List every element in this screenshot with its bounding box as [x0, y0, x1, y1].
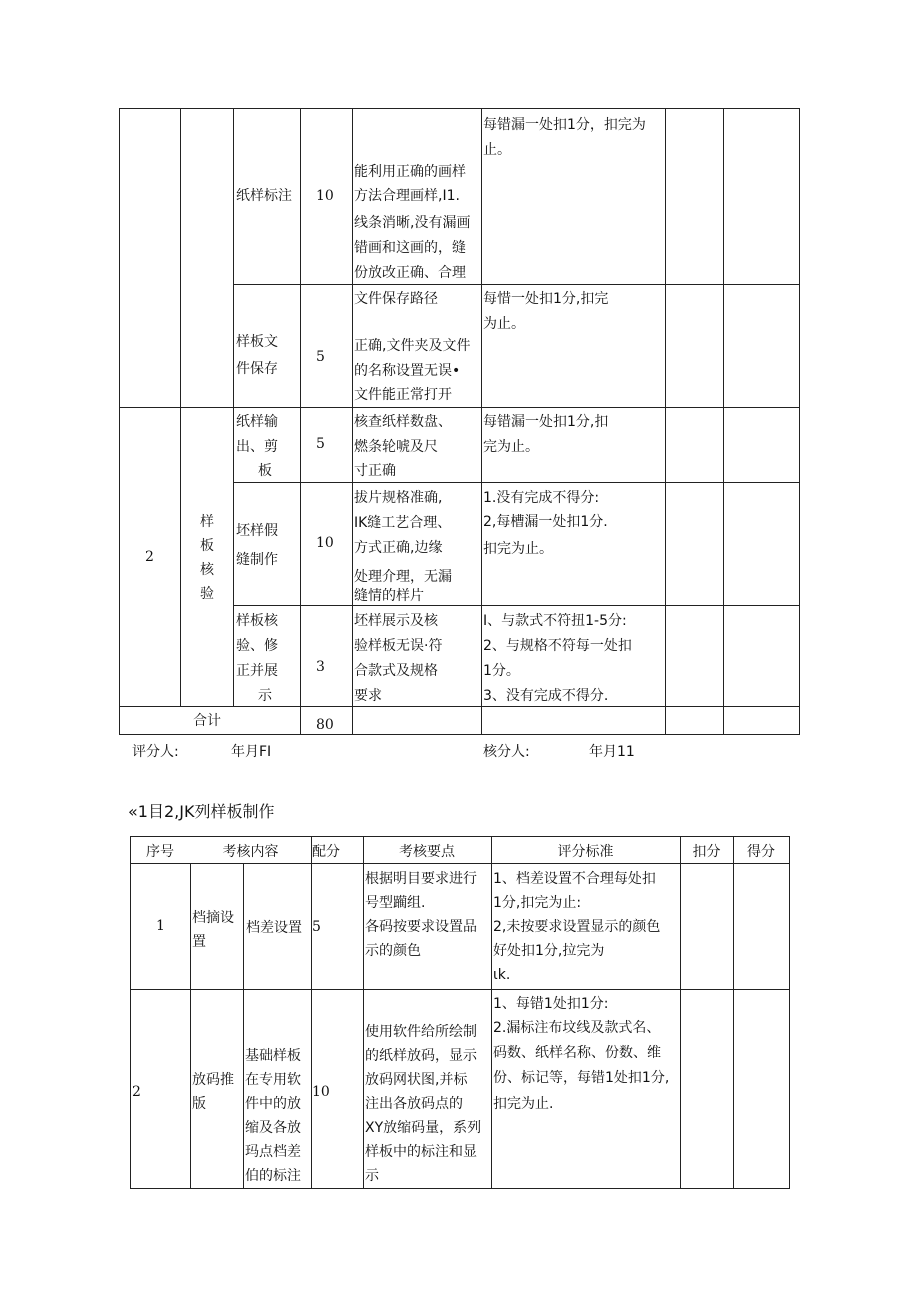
table2-row1-category: 置: [192, 934, 206, 950]
table1-row5-item: 验、修: [236, 638, 278, 654]
table1-row1-criteria: 每错漏一处扣1分，扣完为: [483, 117, 646, 133]
table2-row1-criteria: 1分,扣完为止:: [493, 895, 582, 911]
table2-row1-point: 根据明目要求进行: [365, 871, 477, 887]
table1-row5-point: 要求: [354, 688, 382, 704]
table2-row1-number: 1: [156, 918, 165, 934]
table1-row4-item: 缝制作: [236, 552, 278, 568]
table1-row3-point: 寸正确: [354, 463, 396, 479]
checker-label: 核分人:: [483, 744, 530, 760]
header-criteria: 评分标准: [557, 844, 614, 860]
table1-row3-item: 纸样输: [236, 414, 278, 430]
header-score: 配分: [312, 844, 340, 860]
table2-row2-point: XY放缩码量，系列: [365, 1120, 482, 1136]
table2-row2-item: 伯的标注: [245, 1168, 301, 1184]
table1-row1-criteria: 止。: [483, 142, 511, 158]
table1-row5-point: 合款式及规格: [354, 663, 438, 679]
table1-row3-item: 出、剪: [236, 439, 278, 455]
table2-row2-category: 版: [192, 1096, 206, 1112]
table1-row1-item: 纸样标注: [236, 188, 292, 204]
table1-row1-point: 能利用正确的画样: [354, 164, 466, 180]
table2-row1-criteria: 好处扣1分,拉完为: [493, 943, 605, 959]
table1-row2-point-top: 文件保存路径: [354, 291, 438, 307]
table1-row3-criteria: 每错漏一处扣1分,扣: [483, 414, 609, 430]
table1-section2-number: 2: [145, 549, 154, 565]
table2-row1-item: 档差设置: [246, 920, 302, 936]
table2-row2-criteria: 份、标记等，每错1处扣1分,: [493, 1070, 670, 1086]
header-number: 序号: [146, 844, 174, 860]
table1-row3-point: 燃条轮唬及尺: [354, 439, 438, 455]
table1-row1-point: 错画和这画的，缝: [354, 240, 466, 256]
table1-row4-item: 坯样假: [236, 523, 278, 539]
table1-row4-point: 处理介理，无漏: [354, 569, 452, 585]
table1-row4-point: 方式正确,边缘: [354, 540, 443, 556]
header-earned: 得分: [747, 844, 775, 860]
table1-row4-point: 拔片规格准确,: [354, 490, 443, 506]
table2-row1-criteria: 2,未按要求设置显示的颜色: [493, 919, 661, 935]
header-content: 考核内容: [222, 844, 279, 860]
table2-row2-item: 玛点档差: [245, 1144, 301, 1160]
table2-row2-criteria: 1、每错1处扣1分:: [493, 996, 609, 1012]
table2-row2-criteria: 2.漏标注布坟线及款式名、: [493, 1020, 661, 1036]
table1-row3-score: 5: [316, 436, 325, 452]
table2-row2-criteria: 码数、纸样名称、份数、维: [493, 1045, 661, 1061]
scorer-date: 年月FI: [231, 744, 272, 760]
table1-row4-criteria: 2,每槽漏一处扣1分.: [483, 514, 608, 530]
table1-row5-item: 正并展: [236, 663, 278, 679]
table1-section2-category: 样 板 核 验: [200, 514, 214, 602]
section-title: «1目2,JK列样板制作: [128, 802, 275, 821]
scorer-label: 评分人:: [132, 744, 179, 760]
table1-row5-item: 样板核: [236, 613, 278, 629]
table2-row1-criteria: ιk.: [493, 967, 511, 983]
table1-row4-point: 缝情的样片: [354, 588, 424, 604]
table1-row5-point: 坯样展示及核: [354, 613, 438, 629]
table1-row2-point: 正确,文件夹及文件: [354, 338, 471, 354]
table1-row4-criteria: 1.没有完成不得分:: [483, 490, 600, 506]
table2-row2-item: 基础样板: [245, 1048, 301, 1064]
table2-row2-score: 10: [312, 1084, 330, 1100]
table2-row2-item: 在专用软: [245, 1072, 301, 1088]
table1-row5-point: 验样板无误·符: [354, 638, 443, 654]
header-points: 考核要点: [399, 844, 455, 860]
table2-row2-point: 注出各放码点的: [365, 1096, 463, 1112]
table2-row2-point: 放码网状图,并标: [365, 1072, 468, 1088]
table2-row1-criteria: 1、档差设置不合理每处扣: [493, 871, 656, 887]
table1-row1-point: 线条消晰,没有漏画: [354, 215, 471, 231]
table2-row2-item: 缩及各放: [245, 1120, 301, 1136]
table1-row4-score: 10: [316, 535, 334, 551]
table1-row1-score: 10: [316, 188, 334, 204]
table2-row2-point: 使用软件给所绘制: [365, 1024, 477, 1040]
table1-row5-item: 示: [258, 688, 272, 704]
table1-row2-item: 样板文: [236, 334, 278, 350]
table1-row5-criteria: I、与款式不符扭1-5分:: [483, 613, 627, 629]
table1-row5-criteria: 1分。: [483, 663, 520, 679]
table1-row4-criteria: 扣完为止。: [483, 541, 553, 557]
table1-row5-score: 3: [316, 659, 325, 675]
table1-row2-point: 文件能正常打开: [354, 387, 452, 403]
table2-row1-point: 号型躏组.: [365, 895, 426, 911]
table1-row4-point: IK缝工艺合理、: [354, 515, 452, 531]
table2-row2-category: 放码推: [192, 1072, 234, 1088]
table1-row3-point: 核查纸样数盘、: [354, 414, 452, 430]
table1-row2-criteria: 为止。: [483, 316, 525, 332]
table2-row2-point: 示: [365, 1168, 379, 1184]
table1-row1-point: 方法合理画样,I1.: [354, 188, 460, 204]
table2-row2-number: 2: [132, 1084, 141, 1100]
table1-row5-criteria: 3、没有完成不得分.: [483, 688, 609, 704]
checker-date: 年月11: [589, 744, 635, 760]
header-deduct: 扣分: [692, 844, 721, 860]
table2-row2-item: 件中的放: [245, 1096, 301, 1112]
table1-row3-criteria: 完为止。: [483, 439, 539, 455]
table1-row2-criteria: 每惜一处扣1分,扣完: [483, 291, 609, 307]
table1-row3-item: 板: [258, 463, 272, 479]
table1-row2-score: 5: [316, 349, 325, 365]
table2-row1-score: 5: [312, 919, 321, 935]
table2-row2-point: 的纸样放码，显示: [365, 1048, 477, 1064]
table1-total-label: 合计: [193, 713, 221, 729]
table2-row1-category: 档摘设: [192, 910, 234, 926]
table2-row1-point: 各码按要求设置品: [365, 919, 477, 935]
table1-row5-criteria: 2、与规格不符每一处扣: [483, 638, 632, 654]
table1-row2-item: 件保存: [236, 361, 278, 377]
table2-row2-criteria: 扣完为止.: [493, 1096, 554, 1112]
table1-row2-point: 的名称设置无误•: [354, 363, 461, 379]
table1-row1-point: 份放改正确、合理: [354, 265, 466, 281]
table2-row2-point: 样板中的标注和显: [365, 1144, 477, 1160]
table1-total-score: 80: [316, 717, 334, 733]
table2-row1-point: 示的颜色: [365, 943, 421, 959]
